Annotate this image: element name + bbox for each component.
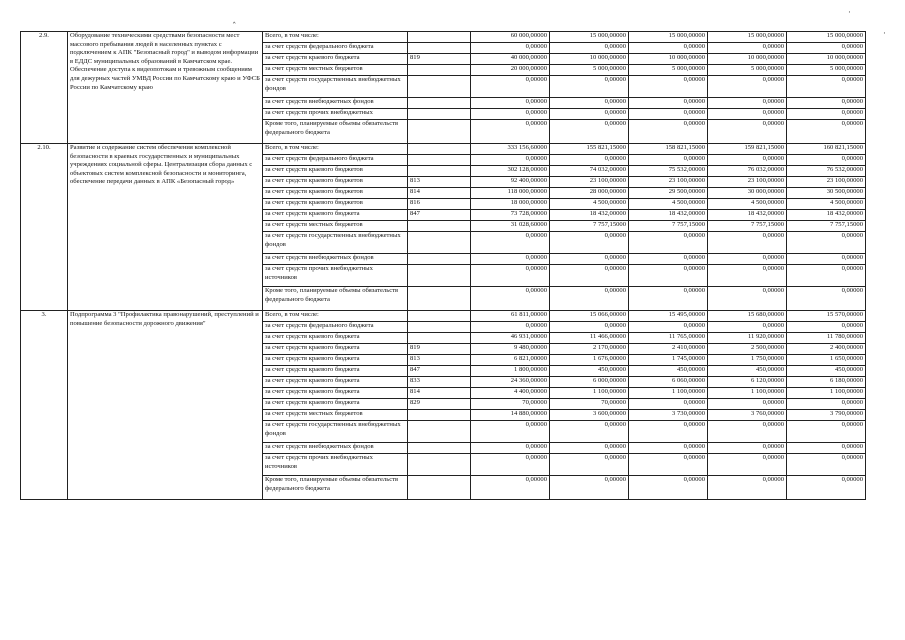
funding-source: Кроме того, планируемые объемы обязательств федерального бюджета bbox=[263, 476, 408, 500]
budget-code bbox=[408, 254, 471, 265]
year-amount-cell: 0,00000 bbox=[787, 399, 866, 410]
year-amount-cell: 74 032,00000 bbox=[550, 166, 629, 177]
budget-code bbox=[408, 144, 471, 155]
total-amount-cell: 73 728,00000 bbox=[471, 210, 550, 221]
year-amount-cell: 0,00000 bbox=[550, 155, 629, 166]
year-amount-cell: 15 066,00000 bbox=[550, 311, 629, 322]
year-amount-cell: 23 100,00000 bbox=[708, 177, 787, 188]
year-amount-cell: 0,00000 bbox=[550, 120, 629, 144]
budget-code bbox=[408, 421, 471, 443]
funding-source: за счет средств краевого бюджета bbox=[263, 377, 408, 388]
year-amount-cell: 18 432,00000 bbox=[550, 210, 629, 221]
year-amount-cell: 1 745,00000 bbox=[629, 355, 708, 366]
budget-code bbox=[408, 98, 471, 109]
year-amount-cell: 1 100,00000 bbox=[708, 388, 787, 399]
year-amount-cell: 6 120,00000 bbox=[708, 377, 787, 388]
year-amount-cell: 0,00000 bbox=[629, 476, 708, 500]
year-amount-cell: 0,00000 bbox=[550, 443, 629, 454]
funding-source: Всего, в том числе: bbox=[263, 144, 408, 155]
total-amount-cell: 0,00000 bbox=[471, 76, 550, 98]
total-amount-cell: 20 000,00000 bbox=[471, 65, 550, 76]
year-amount-cell: 0,00000 bbox=[787, 43, 866, 54]
year-amount-cell: 0,00000 bbox=[708, 76, 787, 98]
section-number: 2.10. bbox=[21, 144, 68, 311]
year-amount-cell: 30 500,00000 bbox=[787, 188, 866, 199]
total-amount-cell: 4 400,00000 bbox=[471, 388, 550, 399]
table-row bbox=[21, 144, 866, 155]
total-amount-cell: 0,00000 bbox=[471, 265, 550, 287]
year-amount-cell: 10 000,00000 bbox=[708, 54, 787, 65]
funding-source: за счет средств местных бюджетов bbox=[263, 221, 408, 232]
total-amount-cell: 302 128,00000 bbox=[471, 166, 550, 177]
year-amount-cell: 159 821,15000 bbox=[708, 144, 787, 155]
year-amount-cell: 0,00000 bbox=[550, 322, 629, 333]
year-amount-cell: 4 500,00000 bbox=[629, 199, 708, 210]
year-amount-cell: 0,00000 bbox=[708, 399, 787, 410]
budget-code bbox=[408, 232, 471, 254]
year-amount-cell: 0,00000 bbox=[787, 232, 866, 254]
year-amount-cell: 0,00000 bbox=[629, 43, 708, 54]
funding-source: за счет средств прочих внебюджетных источников bbox=[263, 454, 408, 476]
year-amount-cell: 3 730,00000 bbox=[629, 410, 708, 421]
total-amount-cell: 46 931,00000 bbox=[471, 333, 550, 344]
year-amount-cell: 0,00000 bbox=[787, 254, 866, 265]
year-amount-cell: 3 790,00000 bbox=[787, 410, 866, 421]
year-amount-cell: 0,00000 bbox=[550, 265, 629, 287]
year-amount-cell: 450,00000 bbox=[708, 366, 787, 377]
total-amount-cell: 70,00000 bbox=[471, 399, 550, 410]
total-amount-cell: 0,00000 bbox=[471, 232, 550, 254]
total-amount-cell: 118 000,00000 bbox=[471, 188, 550, 199]
funding-source: за счет средств краевого бюджетов bbox=[263, 188, 408, 199]
budget-code bbox=[408, 333, 471, 344]
budget-code bbox=[408, 43, 471, 54]
year-amount-cell: 2 170,00000 bbox=[550, 344, 629, 355]
budget-code bbox=[408, 454, 471, 476]
year-amount-cell: 0,00000 bbox=[708, 120, 787, 144]
budget-code bbox=[408, 166, 471, 177]
total-amount-cell: 60 000,00000 bbox=[471, 32, 550, 43]
year-amount-cell: 0,00000 bbox=[708, 443, 787, 454]
year-amount-cell: 0,00000 bbox=[787, 443, 866, 454]
scan-mark: · bbox=[848, 8, 851, 18]
year-amount-cell: 0,00000 bbox=[629, 322, 708, 333]
funding-source: за счет средств внебюджетных фондов bbox=[263, 254, 408, 265]
year-amount-cell: 0,00000 bbox=[550, 454, 629, 476]
section-name: Подпрограмма 3 "Профилактика правонарушений, преступлений и повышение безопасности дорожного движения" bbox=[68, 311, 263, 500]
year-amount-cell: 0,00000 bbox=[629, 76, 708, 98]
funding-source: за счет средств краевого бюджета bbox=[263, 366, 408, 377]
year-amount-cell: 23 100,00000 bbox=[550, 177, 629, 188]
year-amount-cell: 1 650,00000 bbox=[787, 355, 866, 366]
budget-code bbox=[408, 120, 471, 144]
year-amount-cell: 0,00000 bbox=[787, 454, 866, 476]
year-amount-cell: 70,00000 bbox=[550, 399, 629, 410]
year-amount-cell: 450,00000 bbox=[550, 366, 629, 377]
year-amount-cell: 0,00000 bbox=[787, 421, 866, 443]
year-amount-cell: 23 100,00000 bbox=[629, 177, 708, 188]
year-amount-cell: 7 757,15000 bbox=[629, 221, 708, 232]
year-amount-cell: 18 432,00000 bbox=[629, 210, 708, 221]
total-amount-cell: 0,00000 bbox=[471, 421, 550, 443]
table-row bbox=[21, 32, 866, 43]
budget-code: 819 bbox=[408, 54, 471, 65]
year-amount-cell: 0,00000 bbox=[708, 254, 787, 265]
year-amount-cell: 0,00000 bbox=[550, 109, 629, 120]
funding-source: за счет средств федерального бюджета bbox=[263, 322, 408, 333]
year-amount-cell: 0,00000 bbox=[629, 454, 708, 476]
year-amount-cell: 0,00000 bbox=[787, 476, 866, 500]
year-amount-cell: 23 100,00000 bbox=[787, 177, 866, 188]
year-amount-cell: 2 400,00000 bbox=[787, 344, 866, 355]
budget-code: 813 bbox=[408, 177, 471, 188]
year-amount-cell: 0,00000 bbox=[550, 421, 629, 443]
budget-code bbox=[408, 322, 471, 333]
year-amount-cell: 1 100,00000 bbox=[629, 388, 708, 399]
year-amount-cell: 6 060,00000 bbox=[629, 377, 708, 388]
budget-code: 847 bbox=[408, 210, 471, 221]
budget-code bbox=[408, 443, 471, 454]
table-row bbox=[21, 311, 866, 322]
funding-source: за счет средств государственных внебюджетных фондов bbox=[263, 76, 408, 98]
budget-code bbox=[408, 32, 471, 43]
funding-source: за счет средств краевого бюджета bbox=[263, 344, 408, 355]
total-amount-cell: 0,00000 bbox=[471, 155, 550, 166]
budget-code: 816 bbox=[408, 199, 471, 210]
year-amount-cell: 0,00000 bbox=[629, 399, 708, 410]
year-amount-cell: 0,00000 bbox=[708, 109, 787, 120]
year-amount-cell: 5 000,00000 bbox=[629, 65, 708, 76]
funding-source: за счет средств внебюджетных фондов bbox=[263, 443, 408, 454]
year-amount-cell: 3 760,00000 bbox=[708, 410, 787, 421]
year-amount-cell: 0,00000 bbox=[708, 454, 787, 476]
total-amount-cell: 0,00000 bbox=[471, 43, 550, 54]
year-amount-cell: 29 500,00000 bbox=[629, 188, 708, 199]
budget-code bbox=[408, 265, 471, 287]
total-amount-cell: 0,00000 bbox=[471, 322, 550, 333]
year-amount-cell: 28 000,00000 bbox=[550, 188, 629, 199]
budget-code bbox=[408, 476, 471, 500]
year-amount-cell: 0,00000 bbox=[629, 109, 708, 120]
total-amount-cell: 1 800,00000 bbox=[471, 366, 550, 377]
year-amount-cell: 0,00000 bbox=[787, 322, 866, 333]
year-amount-cell: 0,00000 bbox=[550, 232, 629, 254]
budget-code: 829 bbox=[408, 399, 471, 410]
year-amount-cell: 76 532,00000 bbox=[787, 166, 866, 177]
year-amount-cell: 0,00000 bbox=[787, 287, 866, 311]
year-amount-cell: 0,00000 bbox=[787, 155, 866, 166]
year-amount-cell: 0,00000 bbox=[550, 254, 629, 265]
year-amount-cell: 15 000,00000 bbox=[550, 32, 629, 43]
year-amount-cell: 0,00000 bbox=[629, 443, 708, 454]
year-amount-cell: 15 000,00000 bbox=[708, 32, 787, 43]
year-amount-cell: 5 000,00000 bbox=[708, 65, 787, 76]
total-amount-cell: 9 480,00000 bbox=[471, 344, 550, 355]
scan-mark: · bbox=[883, 29, 886, 39]
year-amount-cell: 0,00000 bbox=[629, 98, 708, 109]
section-number: 2.9. bbox=[21, 32, 68, 144]
year-amount-cell: 5 000,00000 bbox=[550, 65, 629, 76]
total-amount-cell: 333 156,60000 bbox=[471, 144, 550, 155]
year-amount-cell: 3 600,00000 bbox=[550, 410, 629, 421]
year-amount-cell: 0,00000 bbox=[629, 254, 708, 265]
funding-source: за счет средств краевого бюджетов bbox=[263, 166, 408, 177]
funding-source: за счет средств федерального бюджета bbox=[263, 43, 408, 54]
funding-source: за счет средств краевого бюджета bbox=[263, 355, 408, 366]
year-amount-cell: 11 780,00000 bbox=[787, 333, 866, 344]
year-amount-cell: 4 500,00000 bbox=[550, 199, 629, 210]
year-amount-cell: 4 500,00000 bbox=[787, 199, 866, 210]
year-amount-cell: 11 466,00000 bbox=[550, 333, 629, 344]
budget-code: 833 bbox=[408, 377, 471, 388]
scan-mark: ˆ bbox=[232, 22, 237, 32]
year-amount-cell: 10 000,00000 bbox=[550, 54, 629, 65]
year-amount-cell: 0,00000 bbox=[550, 98, 629, 109]
funding-source: за счет средств государственных внебюджетных фондов bbox=[263, 232, 408, 254]
year-amount-cell: 0,00000 bbox=[550, 43, 629, 54]
year-amount-cell: 18 432,00000 bbox=[787, 210, 866, 221]
year-amount-cell: 15 000,00000 bbox=[629, 32, 708, 43]
total-amount-cell: 0,00000 bbox=[471, 287, 550, 311]
total-amount-cell: 0,00000 bbox=[471, 476, 550, 500]
year-amount-cell: 30 000,00000 bbox=[708, 188, 787, 199]
total-amount-cell: 31 028,60000 bbox=[471, 221, 550, 232]
year-amount-cell: 11 765,00000 bbox=[629, 333, 708, 344]
total-amount-cell: 92 400,00000 bbox=[471, 177, 550, 188]
year-amount-cell: 10 000,00000 bbox=[629, 54, 708, 65]
budget-code: 847 bbox=[408, 366, 471, 377]
funding-source: за счет средств прочих внебюджетных bbox=[263, 109, 408, 120]
year-amount-cell: 7 757,15000 bbox=[708, 221, 787, 232]
funding-source: за счет средств краевого бюджета bbox=[263, 399, 408, 410]
funding-source: за счет средств местных бюджетов bbox=[263, 410, 408, 421]
year-amount-cell: 7 757,15000 bbox=[550, 221, 629, 232]
year-amount-cell: 1 100,00000 bbox=[787, 388, 866, 399]
budget-table-body bbox=[21, 32, 866, 500]
year-amount-cell: 155 821,15000 bbox=[550, 144, 629, 155]
year-amount-cell: 0,00000 bbox=[629, 265, 708, 287]
budget-code bbox=[408, 155, 471, 166]
funding-source: за счет средств краевого бюджетов bbox=[263, 199, 408, 210]
year-amount-cell: 0,00000 bbox=[708, 476, 787, 500]
funding-source: за счет средств государственных внебюджетных фондов bbox=[263, 421, 408, 443]
total-amount-cell: 14 880,00000 bbox=[471, 410, 550, 421]
year-amount-cell: 6 180,00000 bbox=[787, 377, 866, 388]
year-amount-cell: 5 000,00000 bbox=[787, 65, 866, 76]
budget-code bbox=[408, 311, 471, 322]
funding-source: за счет средств прочих внебюджетных источников bbox=[263, 265, 408, 287]
budget-code: 814 bbox=[408, 188, 471, 199]
budget-code bbox=[408, 109, 471, 120]
year-amount-cell: 0,00000 bbox=[787, 76, 866, 98]
funding-source: за счет средств краевого бюджетов bbox=[263, 177, 408, 188]
year-amount-cell: 15 680,00000 bbox=[708, 311, 787, 322]
budget-code bbox=[408, 287, 471, 311]
year-amount-cell: 450,00000 bbox=[787, 366, 866, 377]
year-amount-cell: 0,00000 bbox=[708, 232, 787, 254]
year-amount-cell: 2 500,00000 bbox=[708, 344, 787, 355]
budget-code: 819 bbox=[408, 344, 471, 355]
total-amount-cell: 0,00000 bbox=[471, 254, 550, 265]
year-amount-cell: 11 920,00000 bbox=[708, 333, 787, 344]
total-amount-cell: 61 811,00000 bbox=[471, 311, 550, 322]
funding-source: за счет средств краевого бюджета bbox=[263, 388, 408, 399]
total-amount-cell: 0,00000 bbox=[471, 443, 550, 454]
funding-source: за счет средств внебюджетных фондов bbox=[263, 98, 408, 109]
section-number: 3. bbox=[21, 311, 68, 500]
budget-code: 814 bbox=[408, 388, 471, 399]
budget-code: 813 bbox=[408, 355, 471, 366]
total-amount-cell: 0,00000 bbox=[471, 98, 550, 109]
year-amount-cell: 75 532,00000 bbox=[629, 166, 708, 177]
budget-table bbox=[20, 31, 866, 500]
funding-source: за счет средств местных бюджетов bbox=[263, 65, 408, 76]
budget-code bbox=[408, 410, 471, 421]
funding-source: Всего, в том числе: bbox=[263, 32, 408, 43]
total-amount-cell: 0,00000 bbox=[471, 109, 550, 120]
year-amount-cell: 10 000,00000 bbox=[787, 54, 866, 65]
budget-table-sheet bbox=[20, 31, 866, 500]
total-amount-cell: 40 000,00000 bbox=[471, 54, 550, 65]
funding-source: за счет средств краевого бюджета bbox=[263, 333, 408, 344]
funding-source: за счет средств краевого бюджета bbox=[263, 210, 408, 221]
year-amount-cell: 15 495,00000 bbox=[629, 311, 708, 322]
year-amount-cell: 4 500,00000 bbox=[708, 199, 787, 210]
budget-code bbox=[408, 221, 471, 232]
year-amount-cell: 0,00000 bbox=[550, 476, 629, 500]
funding-source: за счет средств федерального бюджета bbox=[263, 155, 408, 166]
section-name: Развитие и содержание систем обеспечения комплексной безопасности в краевых государственных и муниципальных учреждениях социальной сферы. Централизация сбора данных с объектовых систем комплексной безопасности и мониторинга, обеспечение передачи данных в АПК «Безопасный город» bbox=[68, 144, 263, 311]
year-amount-cell: 0,00000 bbox=[629, 287, 708, 311]
year-amount-cell: 0,00000 bbox=[629, 120, 708, 144]
year-amount-cell: 0,00000 bbox=[550, 76, 629, 98]
year-amount-cell: 1 100,00000 bbox=[550, 388, 629, 399]
total-amount-cell: 18 000,00000 bbox=[471, 199, 550, 210]
year-amount-cell: 158 821,15000 bbox=[629, 144, 708, 155]
year-amount-cell: 0,00000 bbox=[708, 322, 787, 333]
year-amount-cell: 0,00000 bbox=[708, 43, 787, 54]
year-amount-cell: 2 410,00000 bbox=[629, 344, 708, 355]
year-amount-cell: 18 432,00000 bbox=[708, 210, 787, 221]
year-amount-cell: 450,00000 bbox=[629, 366, 708, 377]
year-amount-cell: 15 570,00000 bbox=[787, 311, 866, 322]
year-amount-cell: 1 750,00000 bbox=[708, 355, 787, 366]
year-amount-cell: 0,00000 bbox=[550, 287, 629, 311]
funding-source: Кроме того, планируемые объемы обязательств федерального бюджета bbox=[263, 120, 408, 144]
year-amount-cell: 160 821,15000 bbox=[787, 144, 866, 155]
year-amount-cell: 7 757,15000 bbox=[787, 221, 866, 232]
total-amount-cell: 0,00000 bbox=[471, 454, 550, 476]
year-amount-cell: 0,00000 bbox=[629, 421, 708, 443]
year-amount-cell: 1 676,00000 bbox=[550, 355, 629, 366]
funding-source: Кроме того, планируемые объемы обязательств федерального бюджета bbox=[263, 287, 408, 311]
total-amount-cell: 6 821,00000 bbox=[471, 355, 550, 366]
year-amount-cell: 0,00000 bbox=[787, 265, 866, 287]
year-amount-cell: 0,00000 bbox=[708, 421, 787, 443]
year-amount-cell: 76 032,00000 bbox=[708, 166, 787, 177]
year-amount-cell: 0,00000 bbox=[708, 155, 787, 166]
section-name: Оборудование техническими средствами безопасности мест массового пребывания людей в населенных пунктах с подключением к АПК "Безопасный город" и выводом информации в ЕДДС муниципальных образований в Камчатском крае. Обеспечение доступа к видеопотокам и тревожным сообщениям для дежурных частей УМВД России по Камчатскому краю и УФСБ России по Камчатскому краю bbox=[68, 32, 263, 144]
year-amount-cell: 0,00000 bbox=[787, 98, 866, 109]
total-amount-cell: 24 360,00000 bbox=[471, 377, 550, 388]
year-amount-cell: 0,00000 bbox=[629, 232, 708, 254]
year-amount-cell: 0,00000 bbox=[708, 98, 787, 109]
funding-source: за счет средств краевого бюджета bbox=[263, 54, 408, 65]
year-amount-cell: 0,00000 bbox=[787, 109, 866, 120]
budget-code bbox=[408, 76, 471, 98]
year-amount-cell: 15 000,00000 bbox=[787, 32, 866, 43]
year-amount-cell: 6 000,00000 bbox=[550, 377, 629, 388]
year-amount-cell: 0,00000 bbox=[629, 155, 708, 166]
year-amount-cell: 0,00000 bbox=[787, 120, 866, 144]
total-amount-cell: 0,00000 bbox=[471, 120, 550, 144]
budget-code bbox=[408, 65, 471, 76]
year-amount-cell: 0,00000 bbox=[708, 265, 787, 287]
year-amount-cell: 0,00000 bbox=[708, 287, 787, 311]
funding-source: Всего, в том числе: bbox=[263, 311, 408, 322]
